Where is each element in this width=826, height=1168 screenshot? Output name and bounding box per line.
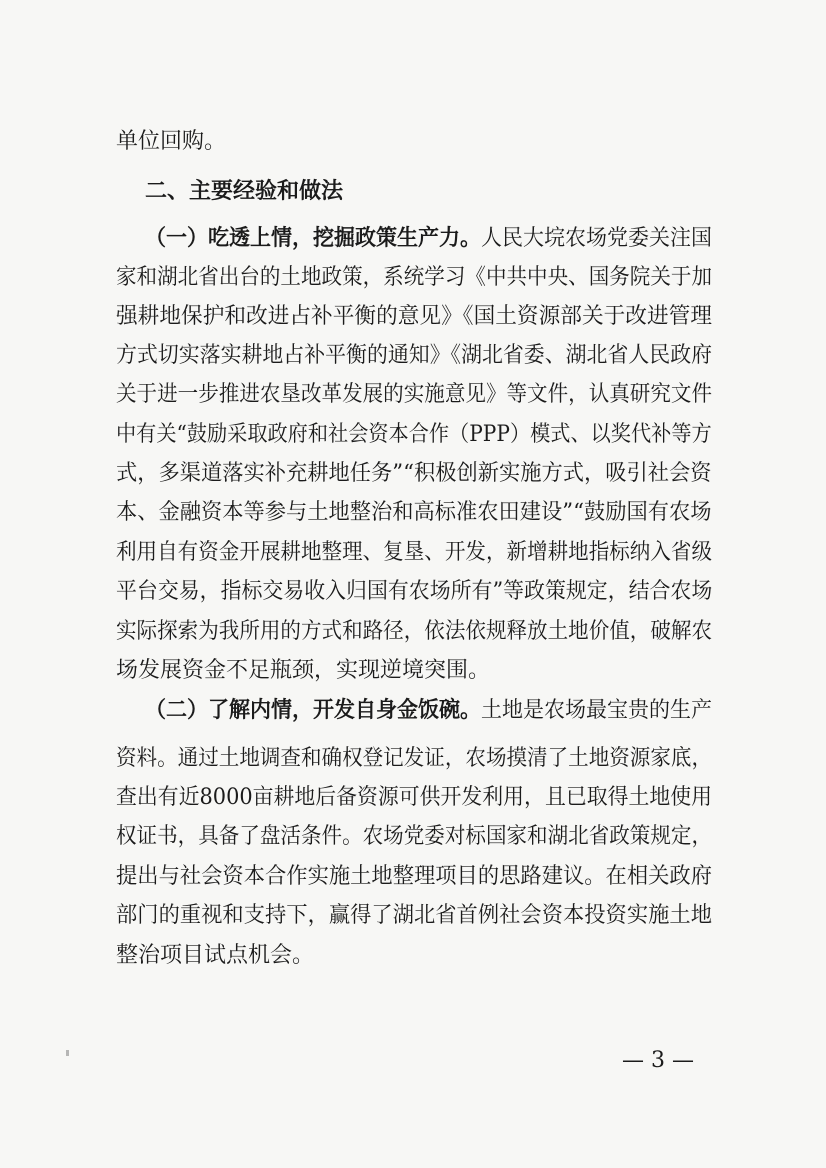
text-line-3-rest: 人民大垸农场党委关注国 [480, 226, 713, 251]
text-line-3 [145, 223, 712, 254]
text-line-20: 部门的重视和支持下，赢得了湖北省首例社会资本投资实施土地 [116, 903, 712, 928]
text-line-7: 关于进一步推进农垦改革发展的实施意见》等文件，认真研究文件 [116, 382, 713, 407]
text-line-18: 权证书，具备了盘活条件。农场党委对标国家和湖北省政策规定， [116, 824, 713, 849]
subheading-1: （一）吃透上情，挖掘政策生产力。 [145, 225, 481, 251]
text-line-5: 强耕地保护和改进占补平衡的意见》《国土资源部关于改进管理 [116, 304, 713, 329]
text-line-8: 中有关“鼓励采取政府和社会资本合作（PPP）模式、以奖代补等方 [116, 422, 712, 447]
text-line-12: 平台交易，指标交易收入归国有农场所有”等政策规定，结合农场 [116, 579, 713, 604]
text-line-4: 家和湖北省出台的土地政策，系统学习《中共中央、国务院关于加 [116, 265, 713, 290]
text-line-11: 利用自有资金开展耕地整理、复垦、开发，新增耕地指标纳入省级 [116, 540, 713, 565]
text-line-1: 单位回购。 [116, 129, 227, 154]
text-line-6: 方式切实落实耕地占补平衡的通知》《湖北省委、湖北省人民政府 [116, 343, 713, 368]
text-line-13: 实际探索为我所用的方式和路径，依法依规释放土地价值，破解农 [116, 619, 713, 644]
scan-mark [66, 1050, 69, 1056]
text-line-14: 场发展资金不足瓶颈，实现逆境突围。 [116, 658, 491, 683]
text-line-17: 查出有近8000亩耕地后备资源可供开发利用，且已取得土地使用 [116, 785, 712, 810]
page-number: — 3 — [622, 1048, 694, 1073]
text-line-10: 本、金融资本等参与土地整治和高标准农田建设”“鼓励国有农场 [116, 500, 712, 525]
text-line-9: 式，多渠道落实补充耕地任务”“积极创新实施方式，吸引社会资 [116, 461, 712, 486]
section-heading: 二、主要经验和做法 [145, 178, 344, 204]
text-line-15 [145, 695, 712, 726]
subheading-2: （二）了解内情，开发自身金饭碗。 [145, 697, 481, 723]
text-line-15-rest: 土地是农场最宝贵的生产 [480, 698, 713, 723]
text-line-16: 资料。通过土地调查和确权登记发证，农场摸清了土地资源家底， [116, 746, 713, 771]
text-line-19: 提出与社会资本合作实施土地整理项目的思路建议。在相关政府 [116, 864, 712, 889]
text-line-21: 整治项目试点机会。 [116, 943, 315, 968]
